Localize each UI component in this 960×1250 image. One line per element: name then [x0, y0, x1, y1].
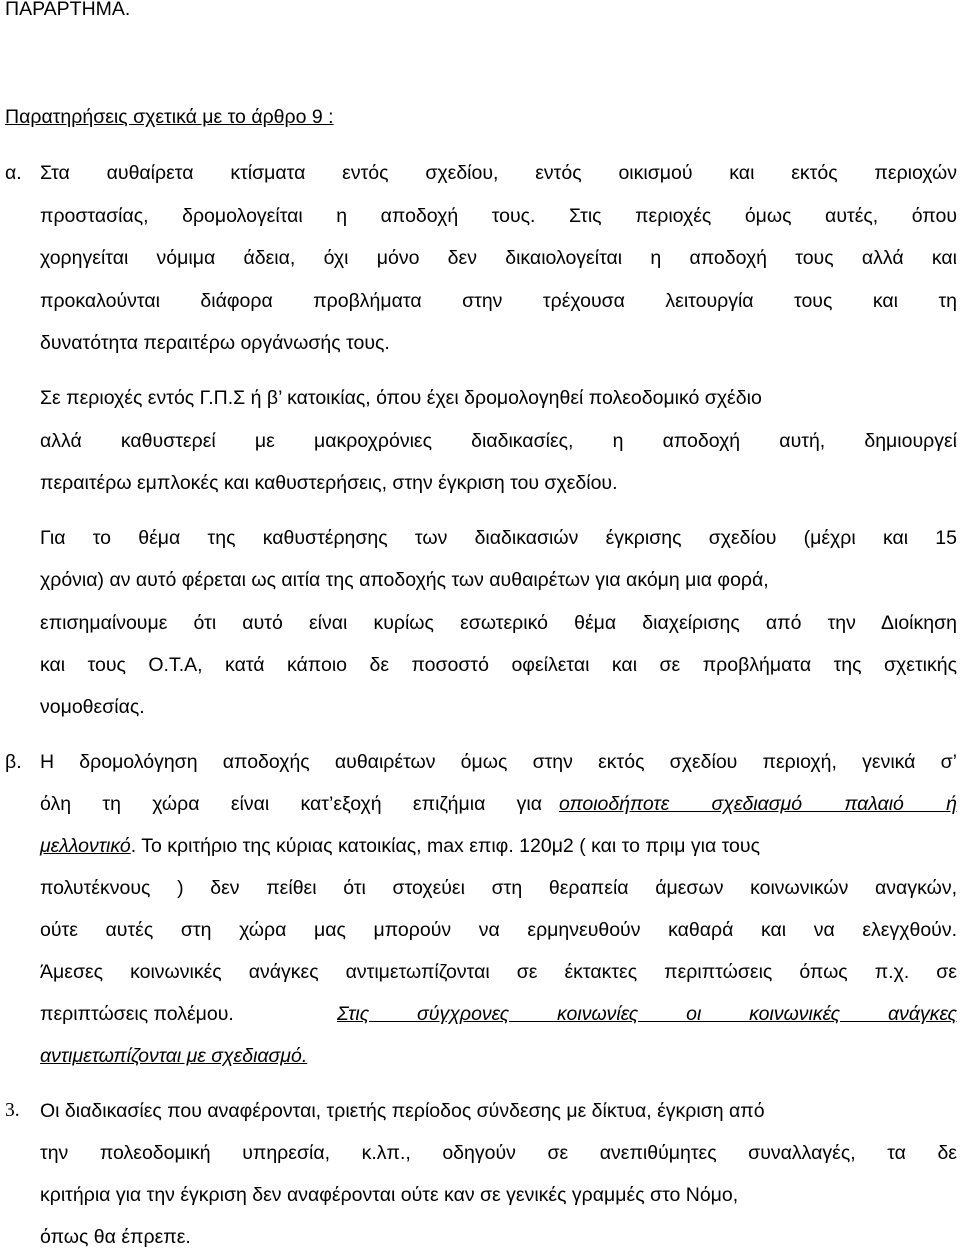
paragraph-line: Η δρομολόγηση αποδοχής αυθαιρέτων όμως στην εκτός σχεδίου περιοχή, γενικά σ’ — [40, 751, 957, 773]
paragraph-line: επισημαίνουμε ότι αυτό είναι κυρίως εσωτερικό θέμα διαχείρισης από την Διοίκηση — [40, 612, 957, 634]
paragraph-line: Σε περιοχές εντός Γ.Π.Σ ή β’ κατοικίας, όπου έχει δρομολογηθεί πολεοδομικό σχέδιο — [40, 387, 762, 409]
paragraph-line: κριτήρια για την έγκριση δεν αναφέρονται ούτε καν σε γενικές γραμμές στο Νόμο, — [40, 1184, 739, 1206]
paragraph-line: Οι διαδικασίες που αναφέρονται, τριετής περίοδος σύνδεσης με δίκτυα, έγκριση από — [40, 1100, 765, 1122]
paragraph-line: νομοθεσίας. — [40, 696, 145, 718]
paragraph-line: ούτε αυτές στη χώρα μας μπορούν να ερμηνευθούν καθαρά και να ελεγχθούν. — [40, 919, 957, 941]
paragraph-line: Άμεσες κοινωνικές ανάγκες αντιμετωπίζονται σε έκτακτες περιπτώσεις όπως π.χ. σε — [40, 961, 957, 983]
paragraph-line: περαιτέρω εμπλοκές και καθυστερήσεις, στην έγκριση του σχεδίου. — [40, 472, 618, 494]
paragraph-line: δυνατότητα περαιτέρω οργάνωσής τους. — [40, 332, 390, 354]
paragraph-line: χορηγείται νόμιμα άδεια, όχι μόνο δεν δικαιολογείται η αποδοχή τους αλλά και — [40, 247, 957, 269]
paragraph-line-mixed — [40, 791, 957, 817]
item-marker-3: 3. — [5, 1100, 20, 1121]
paragraph-line: την πολεοδομική υπηρεσία, κ.λπ., οδηγούν σε ανεπιθύμητες συναλλαγές, τα δε — [40, 1142, 957, 1164]
plain-text: περιπτώσεις πολέμου. — [40, 1003, 234, 1025]
plain-text: όλη τη χώρα είναι κατ’εξοχή επιζήμια για — [40, 793, 542, 815]
paragraph-line: Για το θέμα της καθυστέρησης των διαδικασιών έγκρισης σχεδίου (μέχρι και 15 — [40, 527, 957, 549]
paragraph-line-mixed — [40, 1001, 957, 1027]
emphasized-text: μελλοντικό — [40, 835, 131, 857]
emphasized-text: Στις σύγχρονες κοινωνίες οι κοινωνικές ανάγκες — [337, 1003, 957, 1025]
plain-text: . Το κριτήριο της κύριας κατοικίας, max επιφ. 120μ2 ( και το πριμ για τους — [130, 835, 760, 857]
paragraph-line-mixed — [40, 833, 760, 859]
paragraph-line: και τους Ο.Τ.Α, κατά κάποιο δε ποσοστό οφείλεται και σε προβλήματα της σχετικής — [40, 654, 957, 676]
paragraph-line: προκαλούνται διάφορα προβλήματα στην τρέχουσα λειτουργία τους και τη — [40, 290, 957, 312]
emphasized-text: αντιμετωπίζονται με σχεδιασμό. — [40, 1045, 308, 1067]
paragraph-line: χρόνια) αν αυτό φέρεται ως αιτία της αποδοχής των αυθαιρέτων για ακόμη μια φορά, — [40, 569, 769, 591]
paragraph-line: όπως θα έπρεπε. — [40, 1226, 191, 1248]
paragraph-line: πολυτέκνους ) δεν πείθει ότι στοχεύει στη θεραπεία άμεσων κοινωνικών αναγκών, — [40, 877, 957, 899]
paragraph-line: αλλά καθυστερεί με μακροχρόνιες διαδικασίες, η αποδοχή αυτή, δημιουργεί — [40, 430, 957, 452]
paragraph-line: προστασίας, δρομολογείται η αποδοχή τους. Στις περιοχές όμως αυτές, όπου — [40, 205, 957, 227]
item-marker-a: α. — [5, 162, 22, 184]
section-subtitle: Παρατηρήσεις σχετικά με το άρθρο 9 : — [5, 106, 334, 128]
appendix-title: ΠΑΡΑΡΤΗΜΑ. — [5, 0, 131, 20]
paragraph-line: Στα αυθαίρετα κτίσματα εντός σχεδίου, εντός οικισμού και εκτός περιοχών — [40, 162, 957, 184]
item-marker-b: β. — [5, 751, 22, 773]
emphasized-text: οποιοδήποτε σχεδιασμό παλαιό ή — [559, 793, 957, 815]
